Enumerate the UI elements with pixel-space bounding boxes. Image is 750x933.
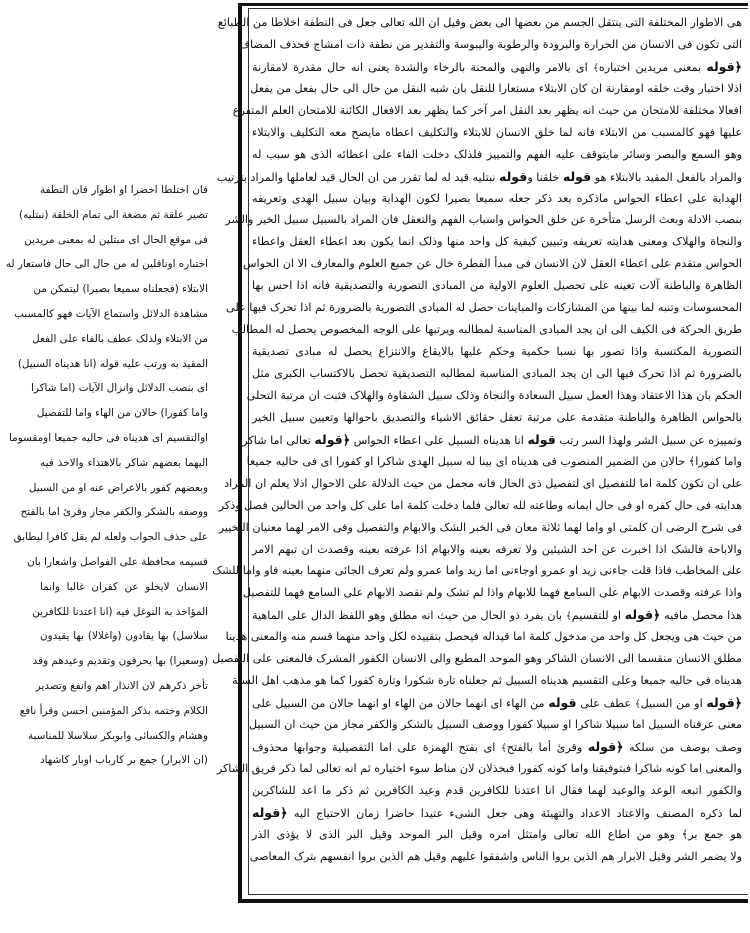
margin-text-line: علی حذف الجواب ولعله لم یقل کافرا لیطابق <box>13 531 208 544</box>
ornament-bracket: ﴾ <box>634 699 641 711</box>
main-text-line: هدایته فی حال کفره او فی حال ایمانه وطاعته لله تعالی فلما دخلت کلمة اما علی کل واحد من الحالین فصل وذکر <box>218 498 742 512</box>
text-run: من الهاء ای انهما حالان من الهاء او انهما حالان من السبیل علی <box>252 697 549 711</box>
main-text-line: وهو السمع والبصر وسائر مایتوقف علیه الفهم والتمییز فلذلک دخلت الفاء علی اعطائه الذی هو سبب له <box>252 147 742 161</box>
text-run: نبتلیه قید له لما تقرر من ان الحال قید لعاملها والمراد بترتیب <box>216 170 500 184</box>
margin-text-line: وهشام والکسائی وابوبکر سلاسلا للمناسبة <box>27 729 208 742</box>
margin-text-line: تأخر ذکرهم لان الانذار اهم وانفع وتصدیر <box>35 679 208 692</box>
margin-text-line: ای بنصب الدلائل وانزال الآیات (اما شاکرا <box>30 382 208 395</box>
margin-text-line: تصیر علقة ثم مضغة الی تمام الخلقة (نبتلیه) <box>19 208 208 221</box>
main-text-line: اذلا اختبار وقت خلقه اومقارنة ان کان الابتلاء مستعارا للنقل بان شبه النقل من حال الی حال بفعل من یفعل <box>250 81 742 95</box>
main-text-line <box>252 736 742 758</box>
main-text-line: والاباحة فالشک اذا اخبرت عن احد الشیئین ولا تعرفه بعینه والابهام اذا عرفته بعینه وقصدت ان تبهم الامر <box>252 542 742 556</box>
text-run: لما ذکره المصنف والاعتاد الاعداد والتهیئة وهی جعل الشیء عتیدا حاضرا زمان الاحتیاج الیه <box>287 806 742 820</box>
margin-text-line: الیهما بعضهم شاکر بالاهتداء والاخذ فیه <box>40 456 208 469</box>
main-text-line: ولا یضمر الشر وقیل الابرار هم الذین بروا الناس واشفقوا علیهم وقیل هم الذین بروا انفسهم بترک المعاصی <box>249 849 742 863</box>
main-text-line: بنصب الادلة وبعث الرسل متأخرة عن خلق الحواس واسباب الفهم والتعقل فان المراد بالسبیل سبیل الخیر والشر <box>225 213 742 227</box>
lemma-marker: قوله <box>499 168 528 184</box>
margin-text-line: ووصفه بالشکر والکفر مجاز وقرئ اما بالفتح <box>20 506 208 519</box>
margin-gloss <box>5 178 208 773</box>
main-commentary-text <box>212 12 743 868</box>
main-text-line <box>252 802 742 824</box>
main-text-line: بالضرورة ثم اذا تحرک فیها الی ان یجد المبادی المناسبة لمطالبه التصدیقیة تحصل بالاکتساب الکبری مثل <box>252 367 742 380</box>
text-run: انا هدیناه السبیل علی اعطاء الحواس <box>350 433 528 447</box>
margin-text-line: المؤاخذ به التوغل فیه (انا اعتدنا للکافرین <box>32 605 208 618</box>
main-text-line <box>216 166 742 188</box>
lemma-marker: قوله <box>548 695 577 711</box>
main-text-line: علیها فهو کالمسبب من الابتلاء فانه لما خلق الانسان للابتلاء والتکلیف اعطاه مایصح معه التکلیف والابتلاء <box>252 125 742 139</box>
main-text-line: هی الاطوار المختلفة التی ینتقل الجسم من بعضها الی بعض وقیل ان الله تعالی جعل فی النطفة اخلاطا من الطبائع <box>217 16 742 29</box>
main-text-line: المحسوسات وتنبه لما بینها من المشارکات والمباینات حصل له المبادی التصوریة بالضرورة ثم اذا تحرک فیها علی <box>226 301 742 315</box>
main-text-line: علی ان تکون کلمة اما للتفصیل ای لتفصیل ذی الحال فانه مجمل من حیث الدلالة علی الاحوال اذلا یعلم ان المراد <box>224 476 742 490</box>
main-text-line: افعالا مختلفة للامتحان من حیث انه یظهر بعد النقل امر آخر کما یظهر بعد الافعال الکائنة للامتحان العلم المتفرع <box>232 103 742 117</box>
margin-text-line: (وسعیرا) بها یحرقون وتقدیم وعیدهم وقد <box>32 655 208 668</box>
text-run: وقرئ أما بالفتح <box>506 740 588 754</box>
margin-text-line: الابتلاء (فجعلناه سمیعا بصیرا) لیتمکن من <box>33 283 208 296</box>
margin-text-line: سلاسل) بها یقادون (واغلالا) بها یقیدون <box>40 630 208 643</box>
main-text-line: الظاهرة والباطنة آلات تعینه علی تحصیل العلوم الاولیة من المبادی التصوریة والتصدیقیة فانه اذا احس بها <box>252 279 742 293</box>
text-run: ای بالامر والنهی والمحنة بالرخاء والشدة یعنی انه حال مقدرة لامقارنة <box>252 60 593 74</box>
lemma-marker: ﴿قوله <box>314 431 351 447</box>
lemma-marker: ﴿قوله <box>587 738 624 754</box>
main-text-line: الهدایة علی اعطاء الحواس ماذکره بعد ذکر جعله سمیعا بصیرا لکون الهدایة وبیان سبیل الهدی وتعریفه <box>252 191 742 205</box>
main-text-line: علی المخاطب فاذا قلت جاءنی زید او عمرو اوجاءنی اما زید واما عمرو ولم تعرف الجائی منهما بعینه فاو واما للشک <box>212 564 742 578</box>
margin-text-line: من الابتلاء ولذلک عطف بالفاء علی الفعل <box>32 332 208 345</box>
main-text-line: الحواس متقدم علی اعطاء العقل لان الانسان فی مبدأ الفطرة خال عن جمیع العلوم والمعارف الا ان الحواس <box>242 257 742 271</box>
text-run: او للتقسیم <box>571 609 625 623</box>
main-text-line: واما کفورا﴾ حالان من الضمیر المنصوب فی هدیناه ای بینا له سبیل الهدی شاکرا او کفورا ای فی حالیه جمیعا <box>246 454 742 468</box>
text-run: وصف بوصف من سلکه <box>623 740 742 754</box>
text-run: والمراد بالفعل المقید بالابتلاء هو <box>591 170 742 184</box>
main-text-line: معنی عرفناه السبیل اما سبیلا شاکرا او سبیلا کفورا ووصف السبیل بالشکر والکفر مجاز من حیث ان السبیل <box>248 718 742 731</box>
margin-text-line: فان اختلطا اخضرا او اطوار فان النطفة <box>40 184 208 196</box>
margin-text-line: المقید به ورتب علیه قوله (انا هدیناه السبیل) <box>17 357 208 370</box>
lemma-marker: قوله <box>527 431 556 447</box>
text-run: تعالی اما شاکرا <box>239 433 315 447</box>
main-text-line: والکفور اتبعه الوعد والوعید لهما فقال انا اعتدنا للکافرین قدم وعید الکافرین ثم ذکر ما اعد للشاکرین <box>252 783 742 797</box>
text-run: بان یفرد ذو الحال من حیث انه مطلق وهو اللفظ الدال علی الماهیة <box>252 609 566 623</box>
text-run: هذا محصل مافیه <box>660 609 743 623</box>
main-text-line <box>252 604 742 626</box>
text-run: وتمییزه عن سبیل الشر ولهذا السر رتب <box>555 433 742 447</box>
main-text-line: هدیناه فی حالیه جمیعا وعلی التقسیم هدیناه السبیل ثم جعلناه تارة شکورا وتارة کفورا کما هو مذهب اهل السنة <box>232 674 742 688</box>
lemma-marker: ﴿قوله <box>706 58 742 74</box>
main-text-line: بالحواس الظاهرة والباطنة متقدمة علی مرتبة تعقل حقائق الاشیاء والتصدیق باحوالها وتعیین سبیل الخیر <box>252 410 742 424</box>
main-text-line: الحکم بان هذا الاعتقاد وهذا العمل سبیل السعادة والنجاة وذلک سبیل الشقاوة والهلاک فثبت ان مرتبة التحلی <box>246 388 742 402</box>
main-text-line: من حیث هی ویجعل کل واحد من مدخول کلمة اما قیداله فیحصل بتقییده لکل واحد منهما قسم منه والمعنی هدینا <box>225 630 742 644</box>
lemma-marker: قوله <box>562 168 592 184</box>
ornament-bracket: ﴾ <box>565 611 572 623</box>
main-text-line <box>252 56 742 78</box>
main-text-line: هو جمع بر﴾ وهو من اطاع الله تعالی وامتثل امره وقیل البر الموحد وقیل البر الذی لا یؤذی الذر <box>252 827 742 841</box>
ornament-bracket: ﴾ <box>592 62 599 74</box>
ornament-bracket: ﴾ <box>500 742 507 754</box>
margin-text-line: (ان الابرار) جمع بر کارباب اوبار کاشهاد <box>40 754 208 767</box>
margin-text-line: فی موقع الحال ای مبتلین له بمعنی مریدین <box>24 233 208 246</box>
main-text-line: فی شرح الرضی ان کلمتی او واما لهما ثلاثة معان فی الخبر الشک والابهام والتفصیل وفی الامر لهما معنیان التخییر <box>218 520 742 534</box>
main-text-line: والنجاة والهلاک ومعنی هدایته تعریفه وتبیین کیفیة کل واحد منها وذلک انما یکون بعد اعطاء العقل واعطاء <box>252 235 742 249</box>
main-text-line: واذا عرفته وقصدت الابهام علی السامع فهما للابهام واذا لم تشک ولم تقصد الابهام علی السامع فهما للتفصیل <box>242 586 742 600</box>
margin-text-line: الکلام وختمه بذکر المؤمنین احسن وقرأ نافع <box>19 704 208 717</box>
main-text-line: مطلق الانسان منقسما الی الانسان الشاکر وهو الموحد المطیع والی الانسان الکفور المشرک فالمعنی علی التفصیل <box>212 652 742 666</box>
main-text-line <box>239 429 742 451</box>
main-text-line: التی تکون فی الانسان من الحرارة والبرودة والرطوبة والیبوسة والتقدیر من نطفة ذات امشاج فحذف المضاف <box>238 37 742 51</box>
margin-text-line: اختباره اوناقلین له من حال الی حال فاستعار له <box>5 258 208 271</box>
main-text-line: والمعنی اما کونه شاکرا فبتوفیقنا واما کونه کفورا فبخذلان لان مناط سوء اختیاره ثم انه تعالی لما ذکر فریق الشاکر <box>216 761 742 775</box>
margin-text-line: اوالتقسیم ای هدیناه فی حالیه جمیعا اومقسوما <box>8 431 208 444</box>
main-text-line: طریق الحرکة فی الکیف الی ان یجد المبادی المناسبة لمطالبه ویرتبها علی الوجه المخصوص یحصل له المطالب <box>231 323 742 337</box>
text-run: ای بفتح الهمزة علی اما التفصیلیة وجوابها محذوف <box>252 740 501 754</box>
text-run: عطف علی <box>576 697 635 711</box>
margin-text-line: قسیمه محافظة علی الفواصل واشعارا بان <box>27 555 208 568</box>
text-run: او من السبیل <box>640 697 707 711</box>
main-text-line <box>252 692 742 714</box>
margin-text-line: الانسان لایخلو عن کفران غالبا وانما <box>40 580 208 593</box>
lemma-marker: ﴿قوله <box>706 695 742 711</box>
text-run: بمعنی مریدین اختباره <box>598 60 707 74</box>
margin-text-line: وبعضهم کفور بالاعراض عنه او من السبیل <box>28 481 208 494</box>
margin-text-line: واما کفورا) حالان من الهاء واما للتفصیل <box>36 407 208 420</box>
main-text-frame <box>212 3 748 903</box>
text-run: خلقنا و <box>527 170 563 184</box>
margin-text-line: مشاهدة الدلائل واستماع الآیات فهو کالمسبب <box>14 307 208 320</box>
main-text-line: التصوریة المکتسبة واذا تصور بها نسبا حکمیة وحکم علیها بالایقاع والانتزاع یحصل له مبادی تصدیقیة <box>252 345 742 359</box>
lemma-marker: ﴿قوله <box>252 804 288 820</box>
page-bottom-margin <box>0 905 750 933</box>
lemma-marker: ﴿قوله <box>624 607 661 623</box>
